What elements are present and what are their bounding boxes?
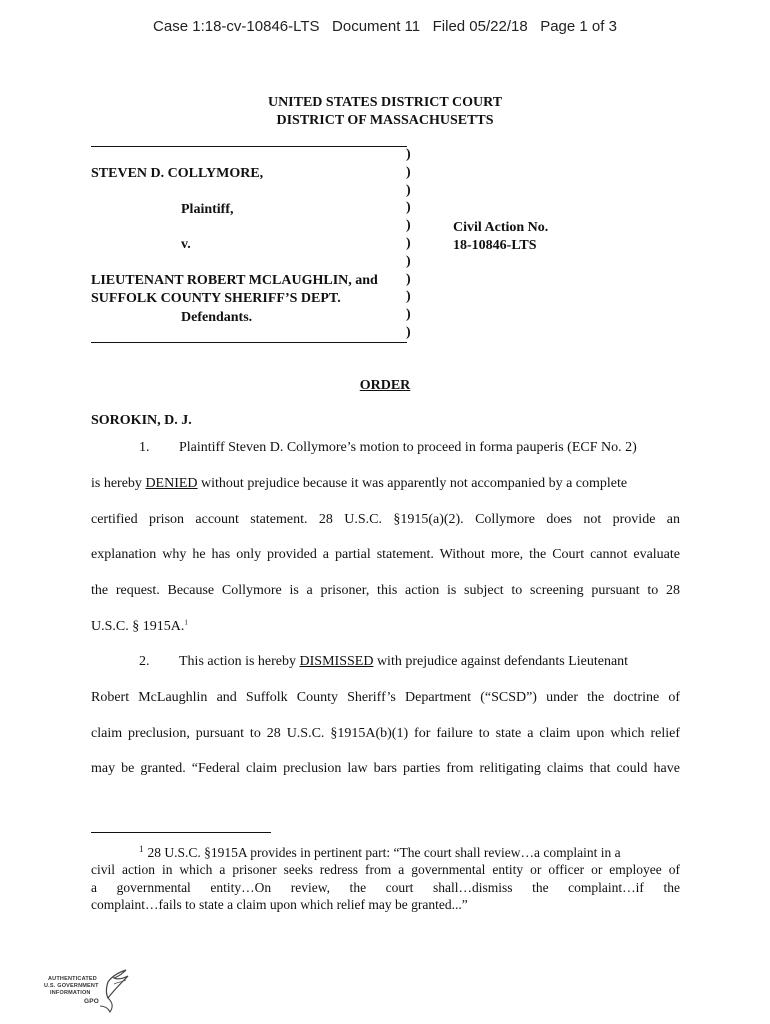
court-name: UNITED STATES DISTRICT COURT bbox=[267, 95, 503, 110]
para1-line-1 bbox=[91, 439, 680, 457]
footnote-line-2: civil action in which a prisoner seeks redress from a governmental entity or officer or employee of bbox=[91, 862, 680, 877]
para2-line-3: claim preclusion, pursuant to 28 U.S.C. §1915A(b)(1) for failure to state a claim upon which relief bbox=[91, 726, 680, 741]
defendant-line-2: SUFFOLK COUNTY SHERIFF’S DEPT. bbox=[91, 291, 341, 306]
para1-line-5: the request. Because Collymore is a prisoner, this action is subject to screening pursuant to 28 bbox=[91, 583, 680, 598]
defendant-line-1: LIEUTENANT ROBERT MCLAUGHLIN, and bbox=[91, 273, 378, 288]
dismissed-emphasis: DISMISSED bbox=[299, 654, 374, 669]
footnote-marker: 1 bbox=[139, 843, 144, 854]
para2-line-4: may be granted. “Federal claim preclusion law bars parties from relitigating claims that could have bbox=[91, 761, 680, 776]
para1-text: Plaintiff Steven D. Collymore’s motion to proceed in forma pauperis (ECF No. 2) bbox=[179, 440, 637, 455]
plaintiff-role: Plaintiff, bbox=[181, 202, 234, 217]
footnote-ref[interactable]: 1 bbox=[184, 618, 188, 627]
gpo-logo-line-3: INFORMATION bbox=[50, 990, 91, 996]
para2-text: This action is hereby bbox=[179, 654, 300, 669]
caption-paren: ) bbox=[406, 307, 411, 323]
order-title: ORDER bbox=[359, 378, 411, 393]
caption-paren: ) bbox=[406, 235, 411, 251]
para2-number: 2. bbox=[139, 654, 150, 669]
defendant-role: Defendants. bbox=[181, 310, 253, 325]
footnote-line-1 bbox=[91, 844, 680, 861]
para1-line-3: certified prison account statement. 28 U.S.C. §1915(a)(2). Collymore does not provide an bbox=[91, 512, 680, 527]
para1-number: 1. bbox=[139, 440, 150, 455]
plaintiff-name: STEVEN D. COLLYMORE, bbox=[91, 166, 264, 181]
para2-text: with prejudice against defendants Lieutenant bbox=[373, 654, 629, 669]
caption-bottom-rule bbox=[91, 342, 407, 343]
court-district: DISTRICT OF MASSACHUSETTS bbox=[276, 113, 494, 128]
gpo-logo-line-4: GPO bbox=[84, 998, 100, 1005]
caption-paren: ) bbox=[406, 147, 411, 162]
para1-text: is hereby bbox=[91, 476, 146, 491]
footnote-separator bbox=[91, 832, 271, 833]
caption-paren: ) bbox=[406, 218, 411, 234]
para1-text: U.S.C. § 1915A. bbox=[91, 619, 185, 634]
caption-paren: ) bbox=[406, 182, 411, 198]
caption-paren-column bbox=[406, 146, 418, 342]
footnote-text: 28 U.S.C. §1915A provides in pertinent part: “The court shall review…a complaint in a bbox=[147, 845, 621, 860]
caption-paren: ) bbox=[406, 271, 411, 287]
footnote-line-4: complaint…fails to state a claim upon which relief may be granted...” bbox=[91, 897, 468, 912]
footnote-line-3: a governmental entity…On review, the court shall…dismiss the complaint…if the bbox=[91, 880, 680, 895]
caption-top-rule bbox=[91, 146, 407, 147]
para2-line-2: Robert McLaughlin and Suffolk County Sheriff’s Department (“SCSD”) under the doctrine of bbox=[91, 690, 680, 705]
para1-line-2 bbox=[91, 475, 680, 493]
civil-action-label: Civil Action No. bbox=[453, 220, 549, 235]
gpo-logo-line-1: AUTHENTICATED bbox=[48, 976, 97, 982]
civil-action-number: 18-10846-LTS bbox=[453, 238, 537, 253]
caption-paren: ) bbox=[406, 289, 411, 305]
gpo-logo-line-2: U.S. GOVERNMENT bbox=[44, 983, 99, 989]
para1-line-6 bbox=[91, 618, 680, 636]
gpo-authentication-logo bbox=[42, 968, 134, 1016]
caption-paren: ) bbox=[406, 253, 411, 269]
para1-text: without prejudice because it was apparently not accompanied by a complete bbox=[197, 476, 628, 491]
ecf-filing-header: Case 1:18-cv-10846-LTS Document 11 Filed 05/22/18 Page 1 of 3 bbox=[153, 18, 617, 35]
denied-emphasis: DENIED bbox=[145, 476, 198, 491]
para2-line-1 bbox=[91, 653, 680, 671]
versus-label: v. bbox=[181, 237, 191, 252]
caption-paren: ) bbox=[406, 164, 411, 180]
para1-line-4: explanation why he has only provided a partial statement. Without more, the Court cannot evaluate bbox=[91, 547, 680, 562]
caption-paren: ) bbox=[406, 200, 411, 216]
eagle-icon bbox=[42, 968, 134, 1016]
judge-line: SOROKIN, D. J. bbox=[91, 413, 192, 428]
caption-paren: ) bbox=[406, 324, 411, 340]
